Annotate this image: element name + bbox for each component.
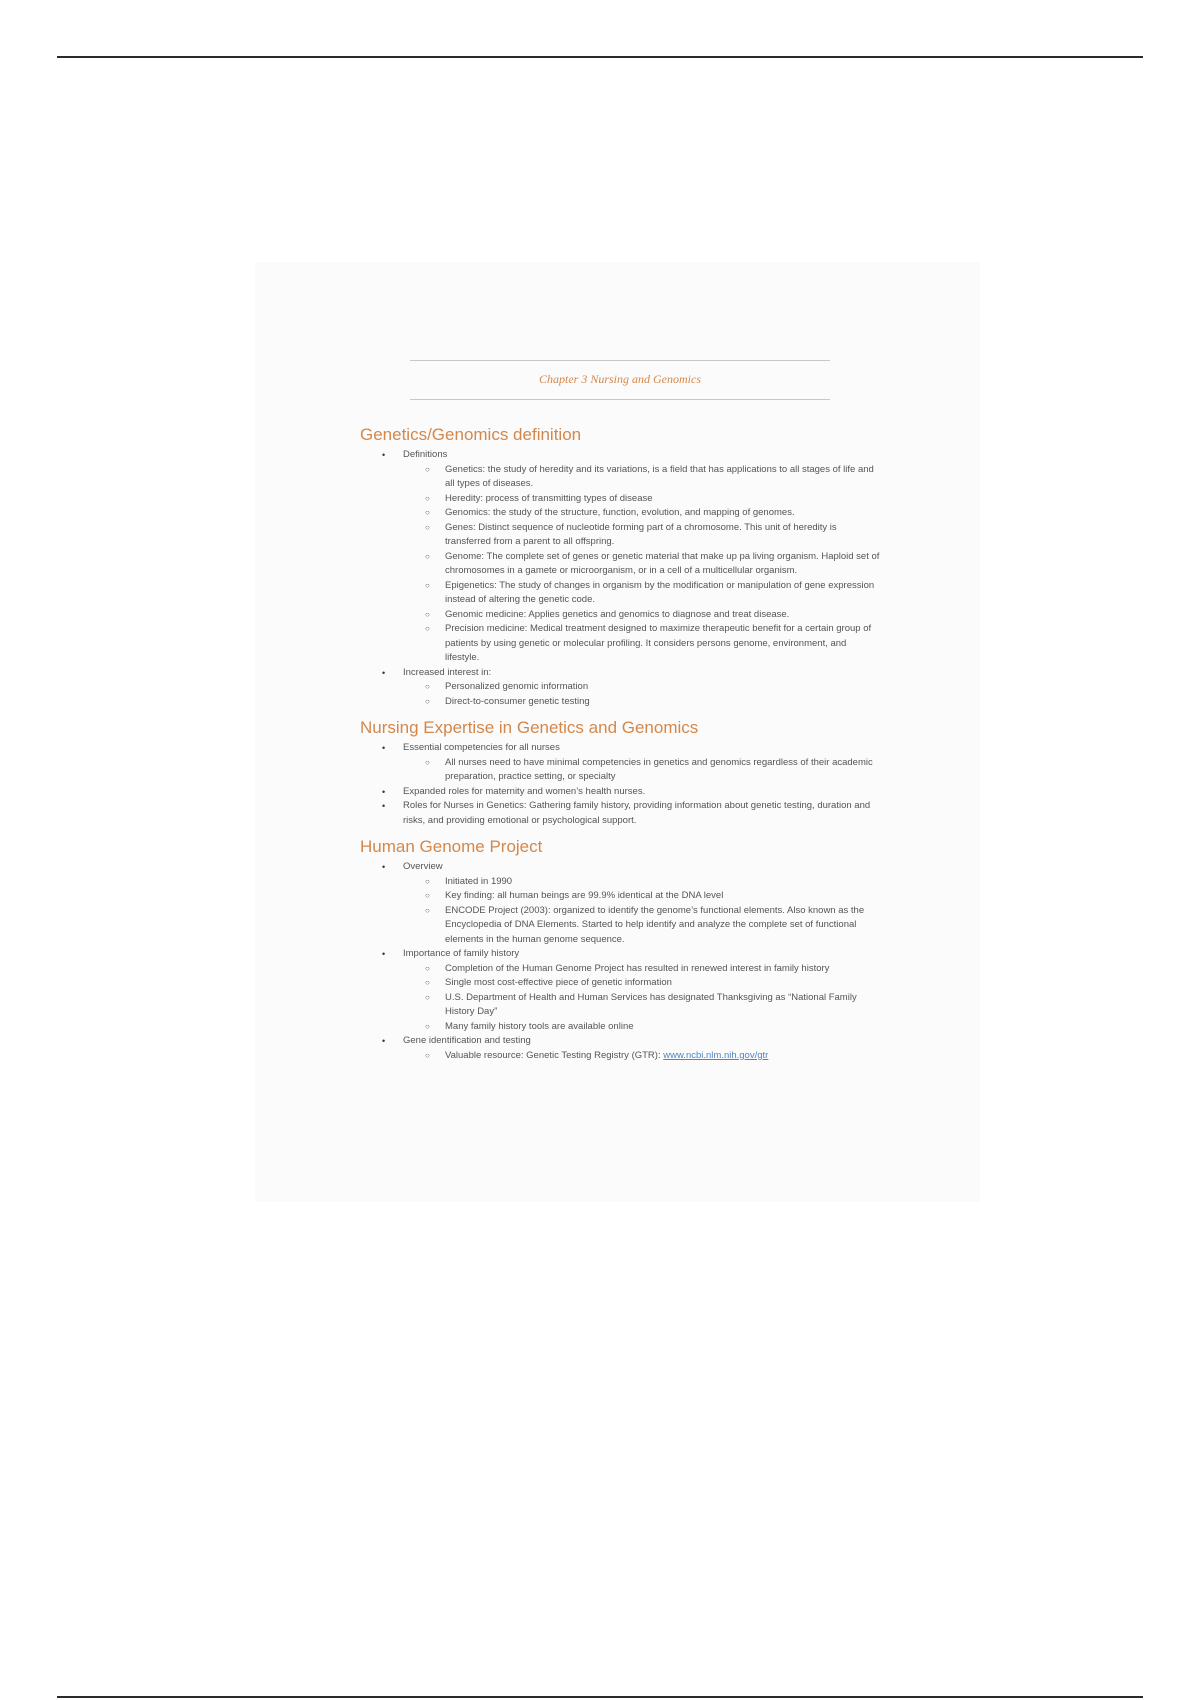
filled-dot-bullet-icon: •: [382, 450, 386, 460]
sub-list-item-text: Initiated in 1990: [445, 875, 513, 887]
filled-dot-bullet-icon: •: [382, 667, 386, 678]
sub-list-item: [425, 991, 880, 1020]
page-header: [410, 360, 830, 400]
document-page: [255, 262, 980, 1202]
sub-list-item-text: Genome: The complete set of genes or genetic material that make up pa living organism. Haploid set of chromosomes in a gamete or microorganism, or in a cell of a multicellular organism.: [445, 550, 880, 576]
hollow-circle-bullet-icon: ○: [425, 891, 430, 900]
hollow-circle-bullet-icon: ○: [425, 757, 430, 767]
bullet-list: [360, 860, 880, 1063]
sub-list-item-text: ENCODE Project (2003): organized to identify the genome’s functional elements. Also known as the Encyclopedia of DNA Elements. Started to help identify and analyze the complete set of functional elements in the human genome sequence.: [445, 904, 865, 945]
list-item-text: Gene identification and testing: [403, 1035, 531, 1046]
sub-list-item: [425, 521, 880, 550]
sub-list-item: [425, 608, 880, 623]
list-item: [382, 799, 880, 828]
list-item-text: Overview: [403, 861, 443, 872]
hollow-circle-bullet-icon: ○: [425, 624, 430, 633]
filled-dot-bullet-icon: •: [382, 786, 386, 797]
list-item: [382, 860, 880, 947]
list-item: [382, 741, 880, 785]
sub-list-item-text: U.S. Department of Health and Human Services has designated Thanksgiving as “National Family History Day”: [445, 991, 857, 1017]
sub-list-item-text: Genes: Distinct sequence of nucleotide forming part of a chromosome. This unit of heredity is transferred from a parent to all offspring.: [445, 521, 837, 547]
sub-list-item-text: Personalized genomic information: [445, 681, 589, 692]
gtr-link[interactable]: www.ncbi.nlm.nih.gov/gtr: [663, 1049, 769, 1061]
list-item-text: Increased interest in:: [403, 666, 492, 678]
hollow-circle-bullet-icon: ○: [425, 682, 430, 691]
sub-bullet-list: [403, 756, 880, 785]
hollow-circle-bullet-icon: ○: [425, 609, 430, 619]
sub-list-item-text: Key finding: all human beings are 99.9% identical at the DNA level: [445, 890, 724, 901]
list-item: [382, 1034, 880, 1063]
bullet-list: [360, 448, 880, 709]
sub-list-item-text: Single most cost-effective piece of genetic information: [445, 977, 672, 988]
sub-list-item: [425, 904, 880, 948]
hollow-circle-bullet-icon: ○: [425, 1021, 430, 1031]
filled-dot-bullet-icon: •: [382, 801, 386, 811]
sub-list-item: [425, 889, 880, 904]
sub-list-item-text: Epigenetics: The study of changes in organism by the modification or manipulation of gene expression instead of altering the genetic code.: [445, 579, 875, 605]
sub-bullet-list: [403, 875, 880, 948]
hollow-circle-bullet-icon: ○: [425, 978, 430, 987]
sub-list-item: [425, 1049, 880, 1064]
list-item-text: Roles for Nurses in Genetics: Gathering family history, providing information about genetic testing, duration and risks, and providing emotional or psychological support.: [403, 800, 871, 826]
sub-list-item-text: Genetics: the study of heredity and its variations, is a field that has applications to all stages of life and all types of diseases.: [445, 463, 874, 489]
hollow-circle-bullet-icon: ○: [425, 551, 430, 561]
sub-list-item-text: All nurses need to have minimal competencies in genetics and genomics regardless of their academic preparation, practice setting, or specialty: [445, 756, 873, 782]
list-item: [382, 785, 880, 800]
sub-list-item: [425, 579, 880, 608]
section: [360, 425, 880, 709]
sub-list-item: [425, 622, 880, 666]
chapter-title: Chapter 3 Nursing and Genomics: [539, 372, 701, 386]
list-item: [382, 448, 880, 666]
hollow-circle-bullet-icon: ○: [425, 992, 430, 1002]
hollow-circle-bullet-icon: ○: [425, 905, 430, 915]
sub-list-item-text: Genomics: the study of the structure, function, evolution, and mapping of genomes.: [445, 507, 795, 518]
bullet-list: [360, 741, 880, 828]
list-item: [382, 947, 880, 1034]
sub-list-item-text: Precision medicine: Medical treatment designed to maximize therapeutic benefit for a certain group of patients by using genetic or molecular profiling. It considers persons genome, environment, and lifestyle.: [445, 623, 872, 663]
list-item-text: Expanded roles for maternity and women’s health nurses.: [403, 785, 646, 797]
section: [360, 718, 880, 828]
hollow-circle-bullet-icon: ○: [425, 493, 430, 503]
sub-list-item-text: Genomic medicine: Applies genetics and genomics to diagnose and treat disease.: [445, 608, 790, 620]
sub-bullet-list: [403, 463, 880, 666]
hollow-circle-bullet-icon: ○: [425, 876, 430, 886]
sub-list-item-text: Completion of the Human Genome Project has resulted in renewed interest in family history: [445, 962, 830, 974]
sub-list-item: [425, 492, 880, 507]
section-heading: Genetics/Genomics definition: [360, 425, 582, 444]
sub-list-item: [425, 506, 880, 521]
sub-list-item: [425, 756, 880, 785]
filled-dot-bullet-icon: •: [382, 949, 386, 959]
list-item: [382, 666, 880, 710]
sub-list-item: [425, 976, 880, 991]
list-item-text: Definitions: [403, 449, 448, 460]
sub-list-item-text: Valuable resource: Genetic Testing Registry (GTR):: [445, 1049, 664, 1061]
filled-dot-bullet-icon: •: [382, 743, 386, 753]
sub-bullet-list: [403, 1049, 880, 1064]
sub-list-item: [425, 962, 880, 977]
section: [360, 837, 880, 1063]
sub-list-item: [425, 1020, 880, 1035]
sub-list-item: [425, 695, 880, 710]
section-heading: Nursing Expertise in Genetics and Genomics: [360, 718, 699, 737]
list-item-text: Importance of family history: [403, 948, 520, 959]
document-content: [360, 425, 880, 1063]
filled-dot-bullet-icon: •: [382, 862, 386, 872]
hollow-circle-bullet-icon: ○: [425, 464, 430, 474]
section-heading: Human Genome Project: [360, 837, 543, 856]
sub-list-item-text: Many family history tools are available online: [445, 1020, 634, 1032]
hollow-circle-bullet-icon: ○: [425, 963, 430, 973]
sub-list-item: [425, 875, 880, 890]
sub-list-item: [425, 680, 880, 695]
bottom-rule: [57, 1696, 1143, 1698]
list-item-text: Essential competencies for all nurses: [403, 742, 560, 753]
hollow-circle-bullet-icon: ○: [425, 580, 430, 590]
hollow-circle-bullet-icon: ○: [425, 696, 430, 706]
hollow-circle-bullet-icon: ○: [425, 508, 430, 517]
sub-bullet-list: [403, 962, 880, 1035]
sub-list-item-text: Direct-to-consumer genetic testing: [445, 695, 590, 707]
hollow-circle-bullet-icon: ○: [425, 1050, 430, 1060]
sub-list-item: [425, 550, 880, 579]
sub-bullet-list: [403, 680, 880, 709]
sub-list-item-text: Heredity: process of transmitting types of disease: [445, 492, 653, 504]
header-bottom-line: [410, 399, 830, 400]
top-rule: [57, 56, 1143, 58]
sub-list-item: [425, 463, 880, 492]
filled-dot-bullet-icon: •: [382, 1036, 386, 1046]
hollow-circle-bullet-icon: ○: [425, 522, 430, 532]
